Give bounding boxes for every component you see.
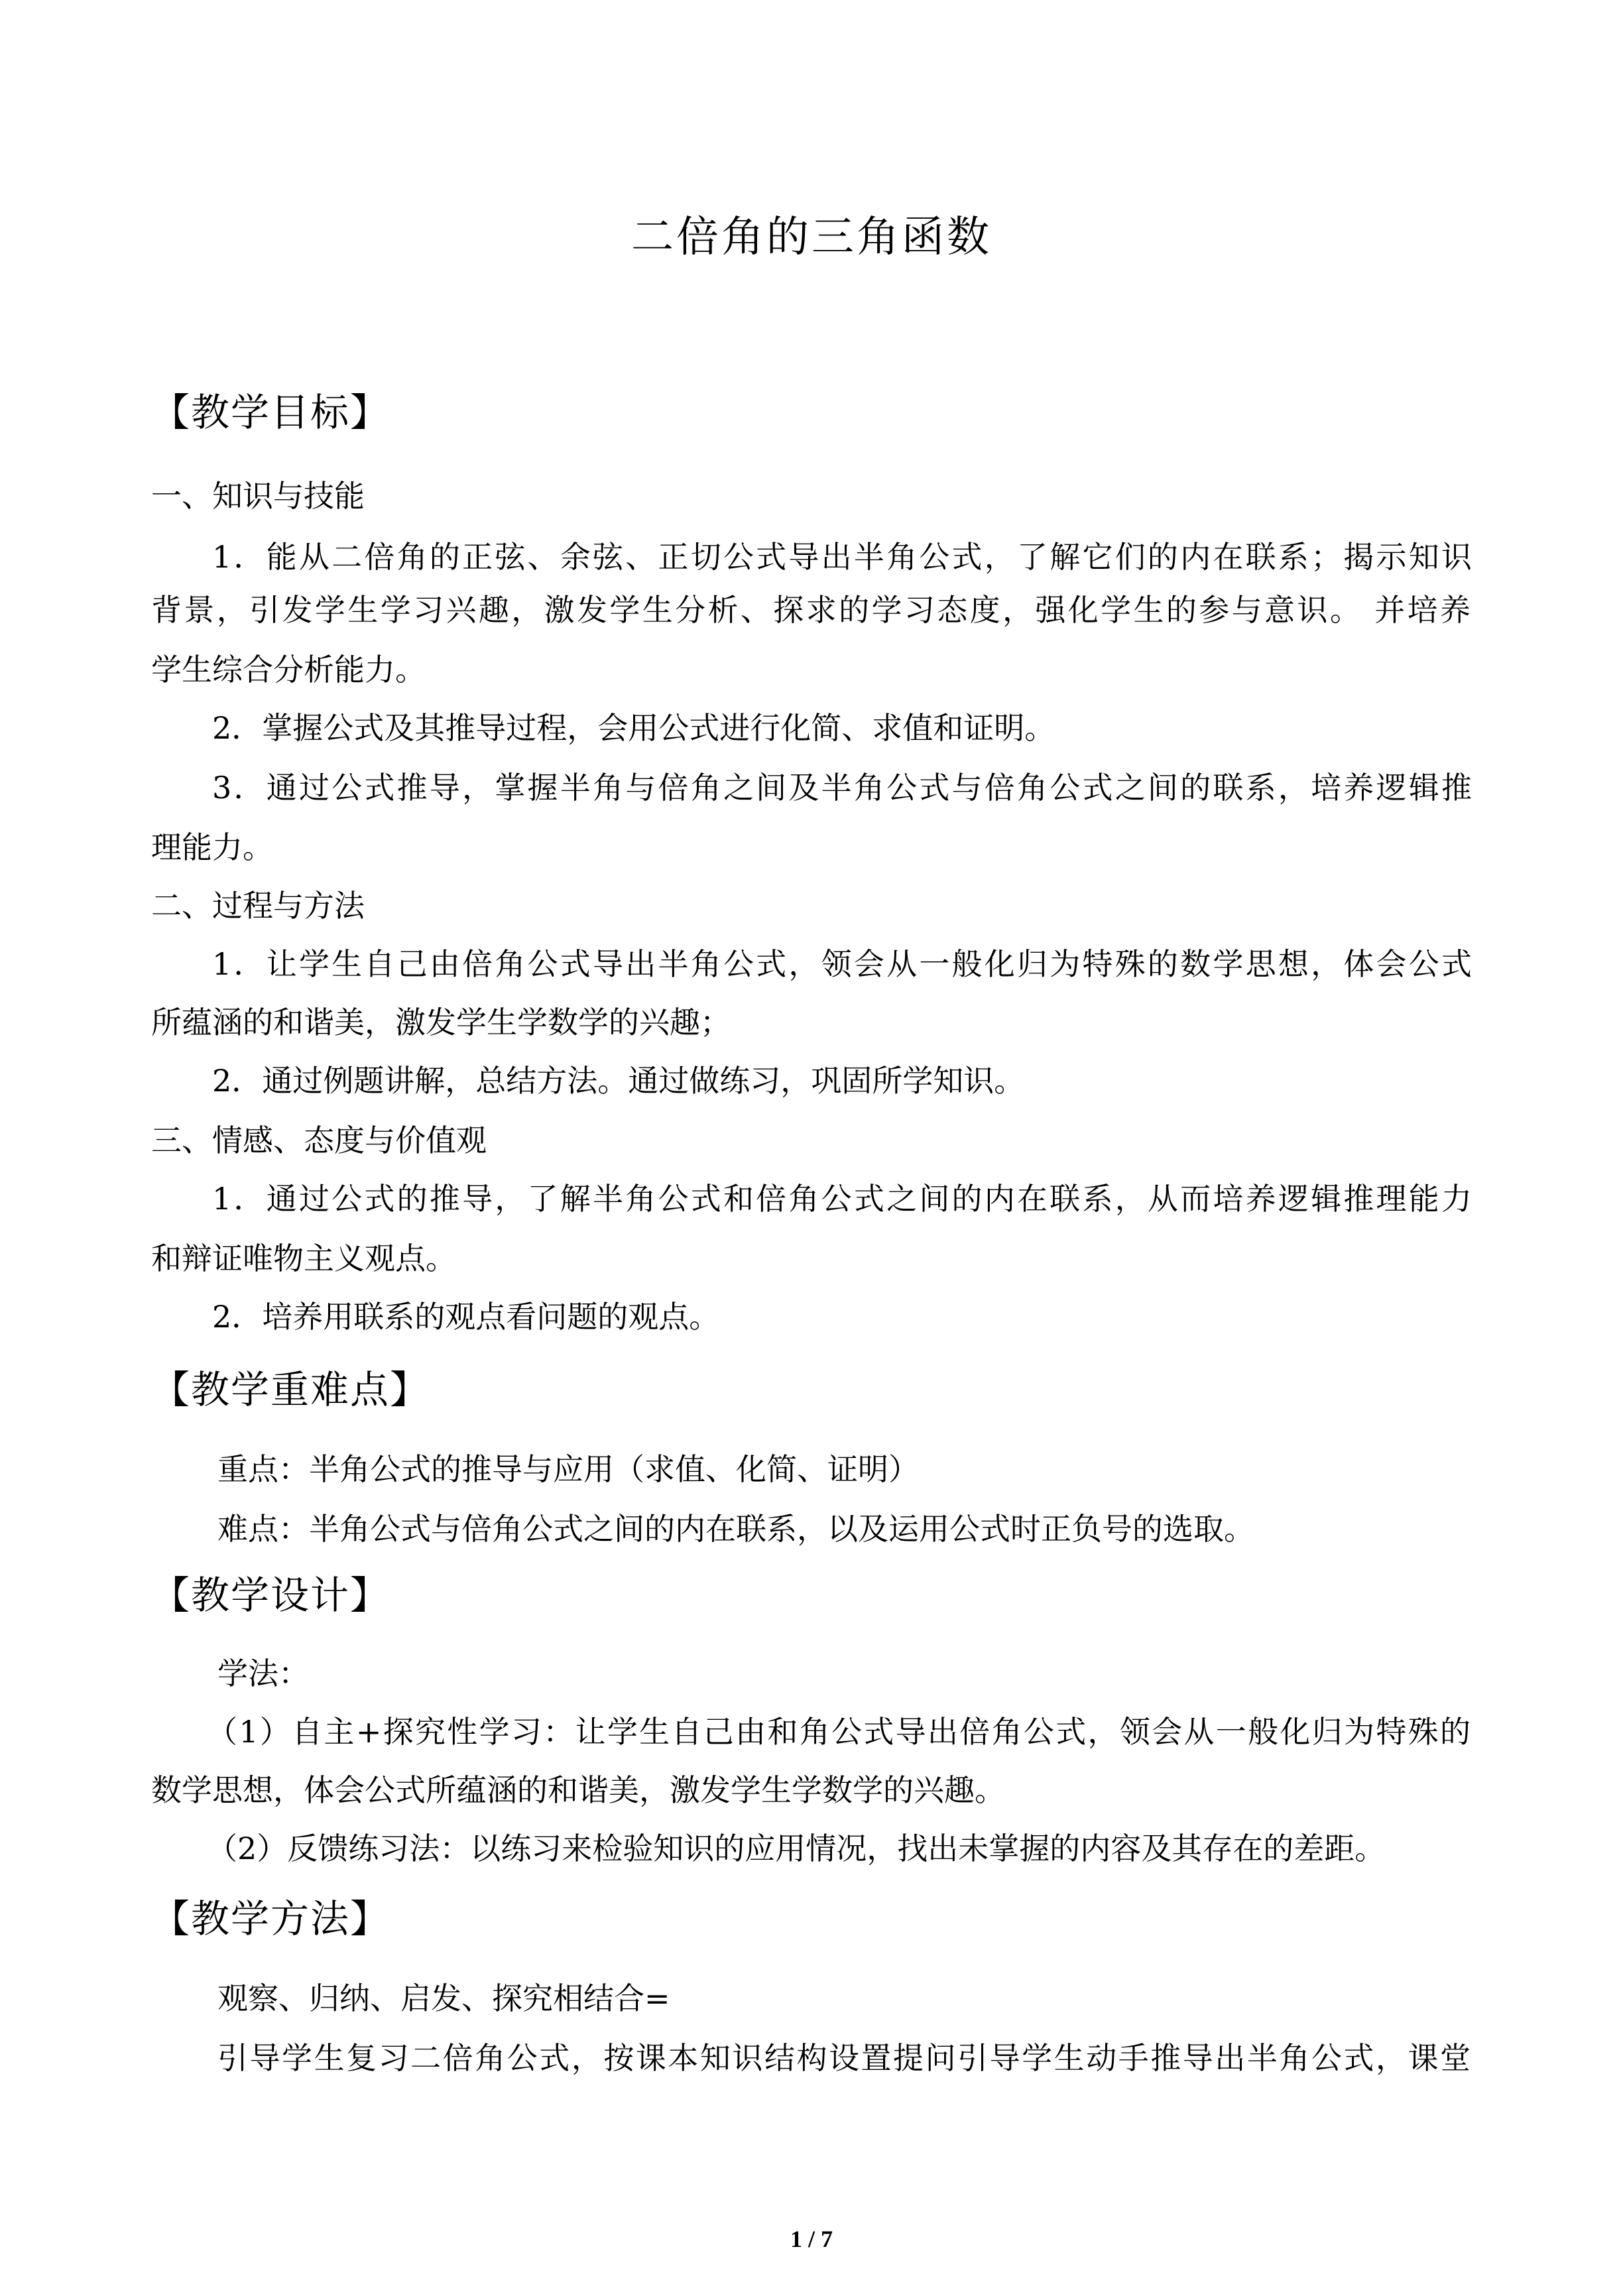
- paragraph-line: 2．通过例题讲解，总结方法。通过做练习，巩固所学知识。: [212, 1063, 1025, 1099]
- section-heading-methods: 【教学方法】: [151, 1896, 391, 1941]
- paragraph-line: 所蕴涵的和谐美，激发学生学数学的兴趣；: [151, 1004, 731, 1040]
- paragraph-line: 数学思想，体会公式所蕴涵的和谐美，激发学生学数学的兴趣。: [151, 1772, 1005, 1808]
- paragraph-line: （1）自主+探究性学习：让学生自己由和角公式导出倍角公式，领会从一般化归为特殊的: [207, 1714, 1471, 1750]
- subsection-title-process: 二、过程与方法: [151, 888, 365, 924]
- paragraph-line: 背景，引发学生学习兴趣，激发学生分析、探求的学习态度，强化学生的参与意识。 并培养: [151, 592, 1471, 628]
- difficult-point-text: 难点：半角公式与倍角公式之间的内在联系，以及运用公式时正负号的选取。: [217, 1511, 1254, 1547]
- paragraph-line: 1．让学生自己由倍角公式导出半角公式，领会从一般化归为特殊的数学思想，体会公式: [212, 946, 1472, 982]
- paragraph-line: 2．掌握公式及其推导过程，会用公式进行化简、求值和证明。: [212, 710, 1055, 746]
- paragraph-line: 理能力。: [151, 829, 273, 865]
- paragraph-line: 2．培养用联系的观点看问题的观点。: [212, 1299, 720, 1335]
- paragraph-line: 观察、归纳、启发、探究相结合=: [217, 1980, 670, 2016]
- section-heading-design: 【教学设计】: [151, 1573, 391, 1618]
- paragraph-line: 1．能从二倍角的正弦、余弦、正切公式导出半角公式，了解它们的内在联系；揭示知识: [212, 539, 1472, 575]
- paragraph-line: （2）反馈练习法：以练习来检验知识的应用情况，找出未掌握的内容及其存在的差距。: [207, 1831, 1386, 1866]
- subsection-title-knowledge: 一、知识与技能: [151, 478, 365, 514]
- paragraph-line: 和辩证唯物主义观点。: [151, 1240, 456, 1276]
- page-number: 1 / 7: [790, 2226, 833, 2252]
- learning-method-label: 学法：: [217, 1656, 309, 1691]
- key-point-text: 重点：半角公式的推导与应用（求值、化简、证明）: [217, 1451, 919, 1487]
- page-title: 二倍角的三角函数: [631, 213, 992, 262]
- paragraph-line: 学生综合分析能力。: [151, 652, 426, 688]
- paragraph-line: 3．通过公式推导，掌握半角与倍角之间及半角公式与倍角公式之间的联系，培养逻辑推: [212, 770, 1472, 806]
- section-heading-objectives: 【教学目标】: [151, 390, 391, 435]
- paragraph-line: 1．通过公式的推导，了解半角公式和倍角公式之间的内在联系，从而培养逻辑推理能力: [212, 1181, 1472, 1217]
- paragraph-line: 引导学生复习二倍角公式，按课本知识结构设置提问引导学生动手推导出半角公式，课堂: [217, 2040, 1471, 2076]
- section-heading-key-points: 【教学重难点】: [151, 1367, 430, 1412]
- subsection-title-values: 三、情感、态度与价值观: [151, 1122, 487, 1158]
